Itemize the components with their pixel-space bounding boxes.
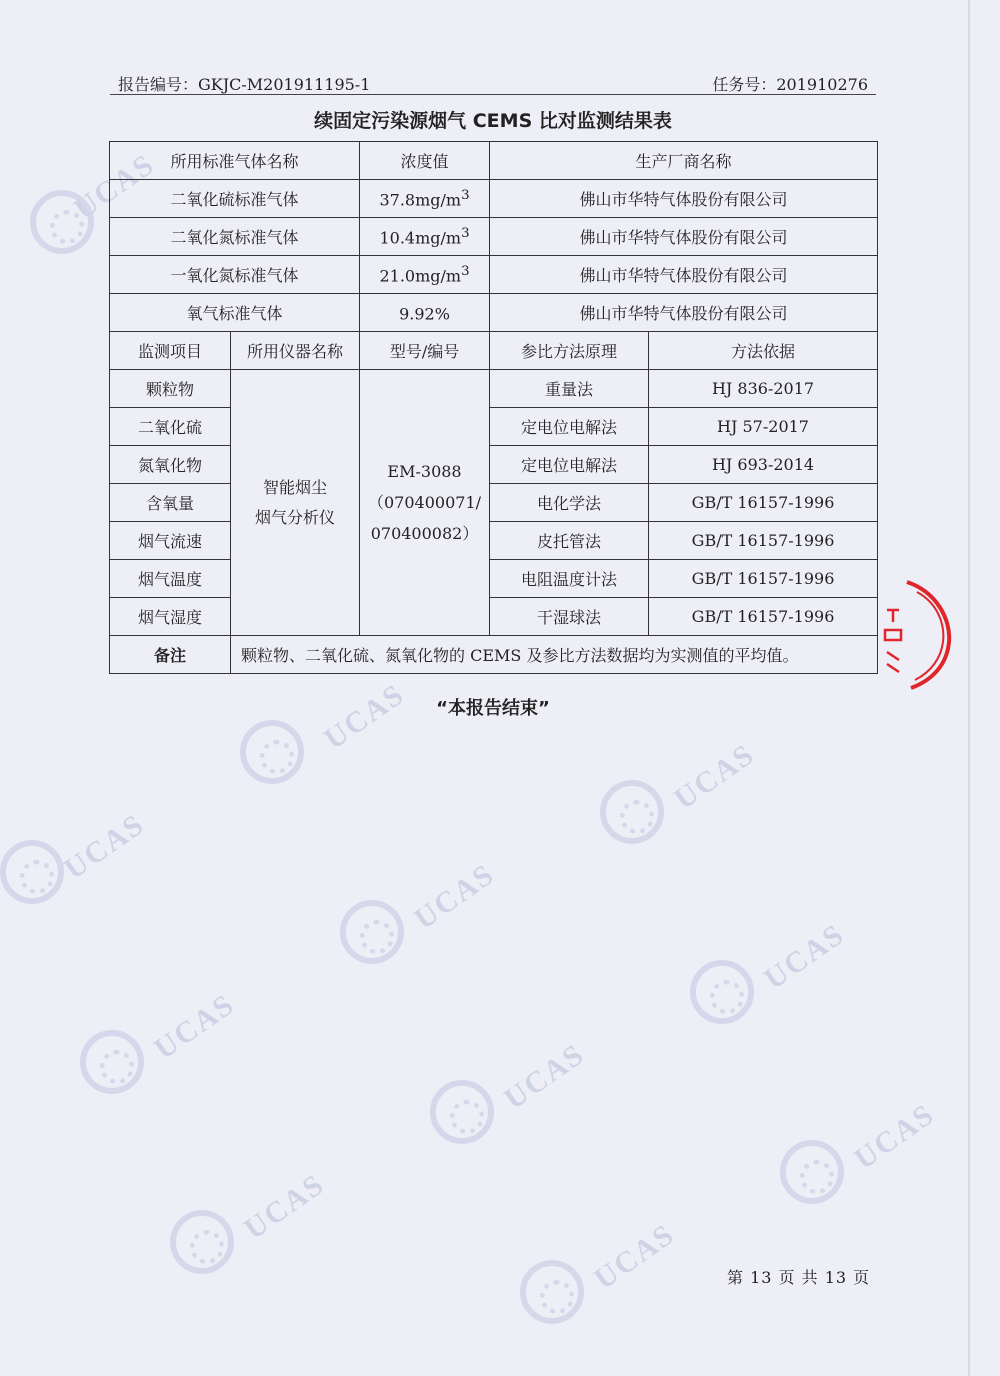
reference-principle: 电阻温度计法	[490, 560, 649, 598]
method-row	[110, 446, 878, 484]
reference-principle: 定电位电解法	[490, 408, 649, 446]
watermark-seal-icon	[80, 1030, 144, 1094]
gas-maker: 佛山市华特气体股份有限公司	[490, 294, 878, 332]
gas-concentration: $21.0mg/m^3$	[360, 256, 490, 294]
watermark-seal-icon	[600, 780, 664, 844]
principle-header: 参比方法原理	[490, 332, 649, 370]
gas-header-row	[110, 142, 878, 180]
reference-principle: 定电位电解法	[490, 446, 649, 484]
note-row	[110, 636, 878, 674]
gas-row	[110, 294, 878, 332]
monitoring-item: 烟气流速	[110, 522, 231, 560]
gas-name: 二氧化氮标准气体	[110, 218, 360, 256]
watermark-text: UCAS	[668, 737, 761, 816]
monitoring-item: 含氧量	[110, 484, 231, 522]
note-label: 备注	[110, 636, 231, 674]
gas-maker: 佛山市华特气体股份有限公司	[490, 180, 878, 218]
watermark-text: UCAS	[588, 1217, 681, 1296]
method-row	[110, 408, 878, 446]
monitoring-item: 颗粒物	[110, 370, 231, 408]
reference-principle: 电化学法	[490, 484, 649, 522]
reference-principle: 皮托管法	[490, 522, 649, 560]
method-basis: GB/T 16157-1996	[649, 522, 878, 560]
method-header-row	[110, 332, 878, 370]
page-title: 续固定污染源烟气 CEMS 比对监测结果表	[314, 110, 672, 132]
item-header: 监测项目	[110, 332, 231, 370]
method-row	[110, 560, 878, 598]
reference-principle: 干湿球法	[490, 598, 649, 636]
watermark-text: UCAS	[498, 1037, 591, 1116]
method-basis: GB/T 16157-1996	[649, 560, 878, 598]
note-text: 颗粒物、二氧化硫、氮氧化物的 CEMS 及参比方法数据均为实测值的平均值。	[231, 636, 878, 674]
watermark-seal-icon	[240, 720, 304, 784]
concentration-header: 浓度值	[360, 142, 490, 180]
gas-name-header: 所用标准气体名称	[110, 142, 360, 180]
method-row	[110, 598, 878, 636]
task-number: 任务号：201910276	[712, 75, 868, 94]
method-row	[110, 370, 878, 408]
monitoring-item: 氮氧化物	[110, 446, 231, 484]
gas-row	[110, 256, 878, 294]
watermark-text: UCAS	[318, 677, 411, 756]
watermark-seal-icon	[520, 1260, 584, 1324]
gas-row	[110, 218, 878, 256]
watermark-text: UCAS	[58, 807, 151, 886]
method-basis: GB/T 16157-1996	[649, 484, 878, 522]
watermark-seal-icon	[430, 1080, 494, 1144]
report-end-text: “本报告结束”	[436, 698, 550, 719]
model-header: 型号/编号	[360, 332, 490, 370]
watermark-seal-icon	[780, 1140, 844, 1204]
method-basis: GB/T 16157-1996	[649, 598, 878, 636]
method-basis: HJ 693-2014	[649, 446, 878, 484]
results-table	[109, 141, 878, 674]
method-row	[110, 484, 878, 522]
method-basis: HJ 57-2017	[649, 408, 878, 446]
monitoring-item: 烟气温度	[110, 560, 231, 598]
report-number: 报告编号：GKJC-M201911195-1	[118, 75, 371, 94]
watermark-text: UCAS	[848, 1097, 941, 1176]
gas-row	[110, 180, 878, 218]
gas-name: 一氧化氮标准气体	[110, 256, 360, 294]
gas-maker: 佛山市华特气体股份有限公司	[490, 218, 878, 256]
watermark-seal-icon	[0, 840, 64, 904]
method-row	[110, 522, 878, 560]
watermark-text: UCAS	[68, 147, 161, 226]
watermark-text: UCAS	[758, 917, 851, 996]
maker-header: 生产厂商名称	[490, 142, 878, 180]
monitoring-item: 二氧化硫	[110, 408, 231, 446]
gas-name: 氧气标准气体	[110, 294, 360, 332]
method-basis: HJ 836-2017	[649, 370, 878, 408]
reference-principle: 重量法	[490, 370, 649, 408]
instrument-name: 智能烟尘 烟气分析仪	[231, 370, 360, 636]
instrument-header: 所用仪器名称	[231, 332, 360, 370]
report-header	[110, 70, 876, 95]
gas-name: 二氧化硫标准气体	[110, 180, 360, 218]
gas-concentration: 9.92%	[360, 294, 490, 332]
watermark-text: UCAS	[408, 857, 501, 936]
gas-concentration: $37.8mg/m^3$	[360, 180, 490, 218]
model-number: EM-3088 （070400071/ 070400082）	[360, 370, 490, 636]
watermark-text: UCAS	[148, 987, 241, 1066]
basis-header: 方法依据	[649, 332, 878, 370]
gas-concentration: $10.4mg/m^3$	[360, 218, 490, 256]
page-edge	[968, 0, 970, 1376]
red-seal-stamp-icon	[875, 580, 955, 690]
monitoring-item: 烟气湿度	[110, 598, 231, 636]
watermark-seal-icon	[340, 900, 404, 964]
watermark-text: UCAS	[238, 1167, 331, 1246]
watermark-seal-icon	[170, 1210, 234, 1274]
page-number: 第 13 页 共 13 页	[727, 1268, 871, 1287]
gas-maker: 佛山市华特气体股份有限公司	[490, 256, 878, 294]
watermark-seal-icon	[690, 960, 754, 1024]
